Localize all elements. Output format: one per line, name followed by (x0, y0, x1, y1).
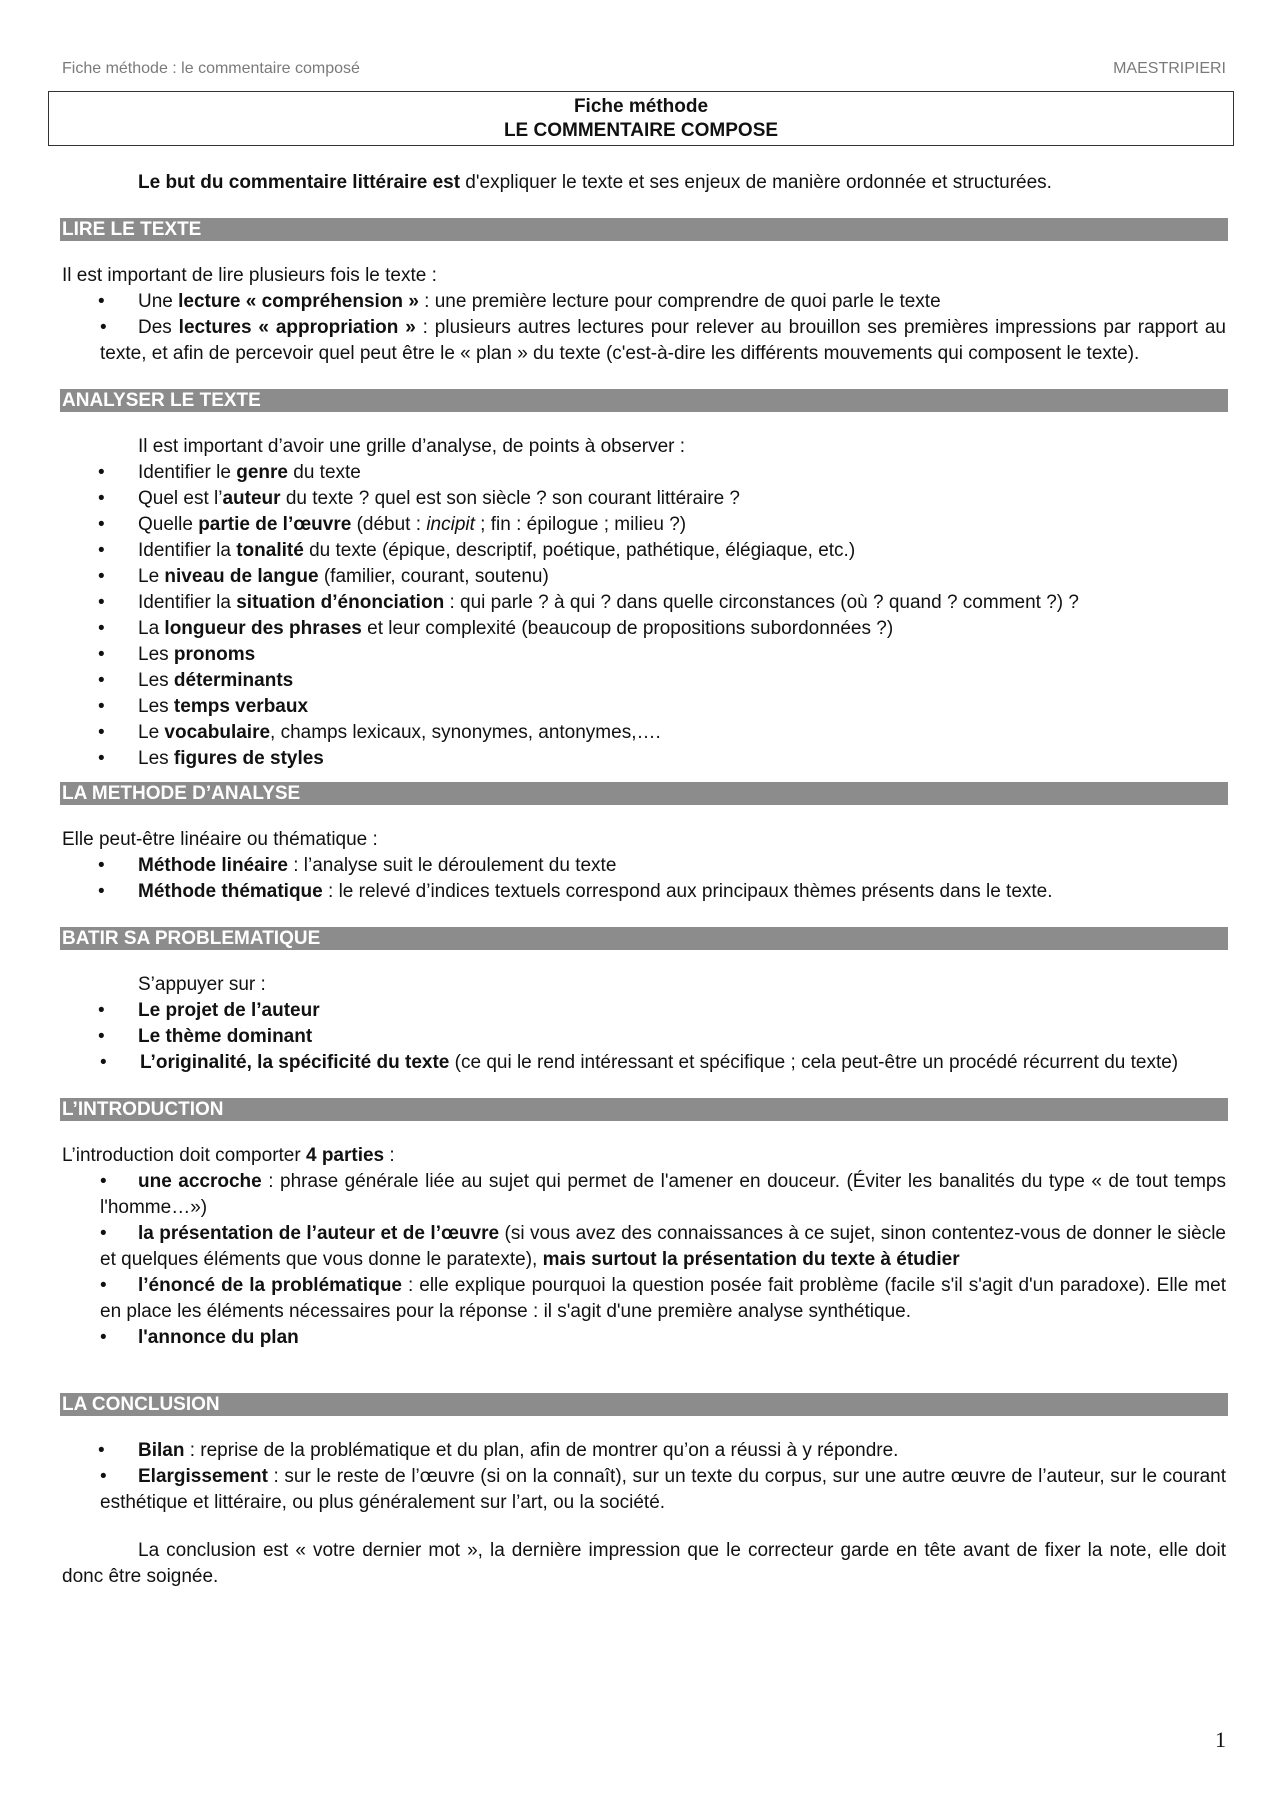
item-italic: incipit (426, 514, 475, 535)
item-text: : une première lecture pour comprendre de quoi parle le texte (418, 291, 941, 312)
item-text: Les (138, 748, 174, 769)
item-bold: vocabulaire (164, 722, 271, 743)
item-bold: Elargissement (138, 1466, 268, 1487)
bullet-marker: • (100, 317, 107, 338)
section-heading-methode (60, 782, 1228, 805)
title-line-1: Fiche méthode (573, 96, 709, 117)
list-item (62, 1024, 1226, 1050)
item-bold: temps verbaux (173, 696, 309, 717)
lead-bold: 4 parties (305, 1145, 385, 1166)
item-text: Le (138, 566, 165, 587)
item-bold: Le projet de l’auteur (138, 1000, 320, 1021)
item-text: : phrase générale liée au sujet qui permet de l'amener en douceur. (Éviter les banalités du type « de tout temps l'homme…») (100, 1171, 1226, 1218)
section-heading-text: L’INTRODUCTION (62, 1099, 224, 1120)
section-lead: S’appuyer sur : (138, 974, 266, 995)
item-text: du texte ? quel est son siècle ? son courant littéraire ? (280, 488, 740, 509)
item-text: Des (138, 317, 179, 338)
bullet-marker: • (98, 1026, 105, 1047)
item-text: et leur complexité (beaucoup de propositions subordonnées ?) (361, 618, 894, 639)
page-number: 1 (1215, 1727, 1226, 1752)
list-item (62, 289, 1226, 315)
bullet-marker: • (100, 1171, 107, 1192)
section-lead: Il est important de lire plusieurs fois le texte : (62, 265, 437, 286)
item-bold: une accroche (138, 1171, 262, 1192)
item-text: : elle explique pourquoi la question posée fait problème (facile s'il s'agit d'un paradoxe). Elle met en place les éléments nécessaires pour la réponse : il s'agit d'une première analyse synthétique. (100, 1275, 1226, 1322)
bullet-marker: • (98, 488, 105, 509)
bullet-marker: • (98, 722, 105, 743)
item-bold: tonalité (236, 540, 304, 561)
section-heading-conclusion (60, 1393, 1228, 1416)
bullet-marker: • (98, 618, 105, 639)
bullet-marker: • (100, 1223, 107, 1244)
list-item (62, 879, 1226, 905)
item-text: , champs lexicaux, synonymes, antonymes,…. (270, 722, 661, 743)
item-text: du texte (287, 462, 361, 483)
item-text: : plusieurs autres lectures pour relever au brouillon ses premières impressions par rapport au texte, et afin de percevoir quel peut être le « plan » du texte (c'est-à-dire les différents mouvements qui composent le texte). (100, 317, 1226, 364)
running-header-left: Fiche méthode : le commentaire composé (62, 60, 360, 77)
title-box (48, 91, 1234, 146)
list-item (62, 694, 1226, 720)
item-bold: L’originalité, la spécificité du texte (140, 1052, 450, 1073)
intro-text: d'expliquer le texte et ses enjeux de manière ordonnée et structurées. (460, 172, 1052, 193)
section-lead: Il est important d’avoir une grille d’analyse, de points à observer : (138, 436, 686, 457)
list-item (62, 1325, 1226, 1351)
section-heading-lire (60, 218, 1228, 241)
item-text: (si vous avez des connaissances à ce sujet, sinon contentez-vous de donner le siècle et quelques éléments que vous donne le paratexte), (100, 1223, 1226, 1270)
list-item (62, 616, 1226, 642)
bullet-marker: • (98, 855, 105, 876)
bullet-list (62, 289, 1226, 367)
section-heading-problematique (60, 927, 1228, 950)
section-heading-text: LA CONCLUSION (62, 1394, 220, 1415)
list-item (62, 1221, 1226, 1273)
item-bold: Méthode thématique (138, 881, 323, 902)
item-text: : sur le reste de l’œuvre (si on la connaît), sur un texte du corpus, sur une autre œuvre de l’auteur, sur le courant esthétique et littéraire, ou plus généralement sur l’art, ou la société. (100, 1466, 1226, 1513)
bullet-marker: • (98, 670, 105, 691)
item-text: ; fin : épilogue ; milieu ?) (474, 514, 687, 535)
item-bold: genre (236, 462, 288, 483)
bullet-marker: • (98, 462, 105, 483)
list-item (62, 642, 1226, 668)
bullet-marker: • (98, 644, 105, 665)
item-text: du texte (épique, descriptif, poétique, pathétique, élégiaque, etc.) (303, 540, 856, 561)
bullet-marker: • (98, 540, 105, 561)
lead-text: : (384, 1145, 395, 1166)
list-item (62, 1464, 1226, 1516)
bullet-marker: • (98, 566, 105, 587)
section-heading-text: LIRE LE TEXTE (62, 219, 202, 240)
item-text: : qui parle ? à qui ? dans quelle circonstances (où ? quand ? comment ?) ? (444, 592, 1079, 613)
list-item (62, 590, 1226, 616)
item-bold: Bilan (138, 1440, 185, 1461)
item-bold: figures de styles (173, 748, 324, 769)
item-bold: lecture « compréhension » (178, 291, 419, 312)
item-bold: mais surtout la présentation du texte à étudier (542, 1249, 960, 1270)
list-item (62, 746, 1226, 772)
bullet-marker: • (98, 696, 105, 717)
section-lead (62, 1143, 1226, 1169)
running-header-right: MAESTRIPIERI (1113, 60, 1226, 77)
item-text: (familier, courant, soutenu) (318, 566, 549, 587)
bullet-list (62, 1169, 1226, 1351)
list-item (62, 668, 1226, 694)
section-heading-analyser (60, 389, 1228, 412)
item-text: La (138, 618, 165, 639)
item-text: Une (138, 291, 179, 312)
item-text: Identifier la (138, 540, 237, 561)
list-item (62, 853, 1226, 879)
bullet-marker: • (98, 1440, 105, 1461)
item-bold: l’énoncé de la problématique (138, 1275, 402, 1296)
item-bold: partie de l’œuvre (198, 514, 352, 535)
item-bold: auteur (222, 488, 281, 509)
section-heading-text: ANALYSER LE TEXTE (62, 390, 261, 411)
bullet-list (62, 998, 1226, 1076)
item-text: : l’analyse suit le déroulement du texte (287, 855, 617, 876)
list-item (62, 1438, 1226, 1464)
item-text: Identifier la (138, 592, 237, 613)
item-bold: longueur des phrases (164, 618, 362, 639)
item-bold: pronoms (173, 644, 256, 665)
list-item (62, 460, 1226, 486)
list-item (62, 512, 1226, 538)
item-bold: lectures « appropriation » (178, 317, 416, 338)
item-bold: déterminants (173, 670, 294, 691)
bullet-marker: • (98, 514, 105, 535)
list-item (62, 538, 1226, 564)
title-line-2: LE COMMENTAIRE COMPOSE (503, 120, 779, 141)
list-item (62, 486, 1226, 512)
section-lead: Elle peut-être linéaire ou thématique : (62, 829, 378, 850)
intro-bold: Le but du commentaire littéraire est (138, 172, 461, 193)
item-text: Les (138, 670, 174, 691)
item-bold: Le thème dominant (138, 1026, 313, 1047)
bullet-list (62, 460, 1226, 772)
item-text: : le relevé d’indices textuels correspond aux principaux thèmes présents dans le texte. (322, 881, 1053, 902)
item-text: Quelle (138, 514, 199, 535)
item-text: Le (138, 722, 165, 743)
item-text: Quel est l’ (138, 488, 223, 509)
bullet-marker: • (98, 592, 105, 613)
bullet-marker: • (100, 1052, 107, 1073)
item-bold: Méthode linéaire (138, 855, 288, 876)
list-item (62, 1050, 1226, 1076)
item-bold: niveau de langue (164, 566, 319, 587)
bullet-marker: • (100, 1327, 107, 1348)
item-bold: l'annonce du plan (138, 1327, 299, 1348)
section-heading-text: LA METHODE D’ANALYSE (62, 783, 301, 804)
document-body (62, 170, 1226, 1590)
section-heading-introduction (60, 1098, 1228, 1121)
list-item (62, 1273, 1226, 1325)
item-text: (ce qui le rend intéressant et spécifique ; cela peut-être un procédé récurrent du texte) (449, 1052, 1179, 1073)
list-item (62, 720, 1226, 746)
list-item (62, 1169, 1226, 1221)
item-text: Les (138, 644, 174, 665)
intro-paragraph (62, 170, 1226, 196)
bullet-marker: • (98, 291, 105, 312)
item-text: Identifier le (138, 462, 237, 483)
item-text: Les (138, 696, 174, 717)
lead-text: L’introduction doit comporter (62, 1145, 306, 1166)
section-heading-text: BATIR SA PROBLEMATIQUE (62, 928, 321, 949)
item-text: : reprise de la problématique et du plan, afin de montrer qu’on a réussi à y répondre. (184, 1440, 899, 1461)
bullet-list (62, 1438, 1226, 1516)
bullet-marker: • (98, 881, 105, 902)
item-bold: la présentation de l’auteur et de l’œuvre (138, 1223, 500, 1244)
list-item (62, 564, 1226, 590)
item-bold: situation d’énonciation (236, 592, 445, 613)
bullet-marker: • (98, 748, 105, 769)
item-text: (début : (351, 514, 427, 535)
bullet-list (62, 853, 1226, 905)
list-item (62, 998, 1226, 1024)
bullet-marker: • (98, 1000, 105, 1021)
bullet-marker: • (100, 1466, 107, 1487)
list-item (62, 315, 1226, 367)
closing-paragraph: La conclusion est « votre dernier mot », la dernière impression que le correcteur garde en tête avant de fixer la note, elle doit donc être soignée. (62, 1540, 1226, 1587)
bullet-marker: • (100, 1275, 107, 1296)
